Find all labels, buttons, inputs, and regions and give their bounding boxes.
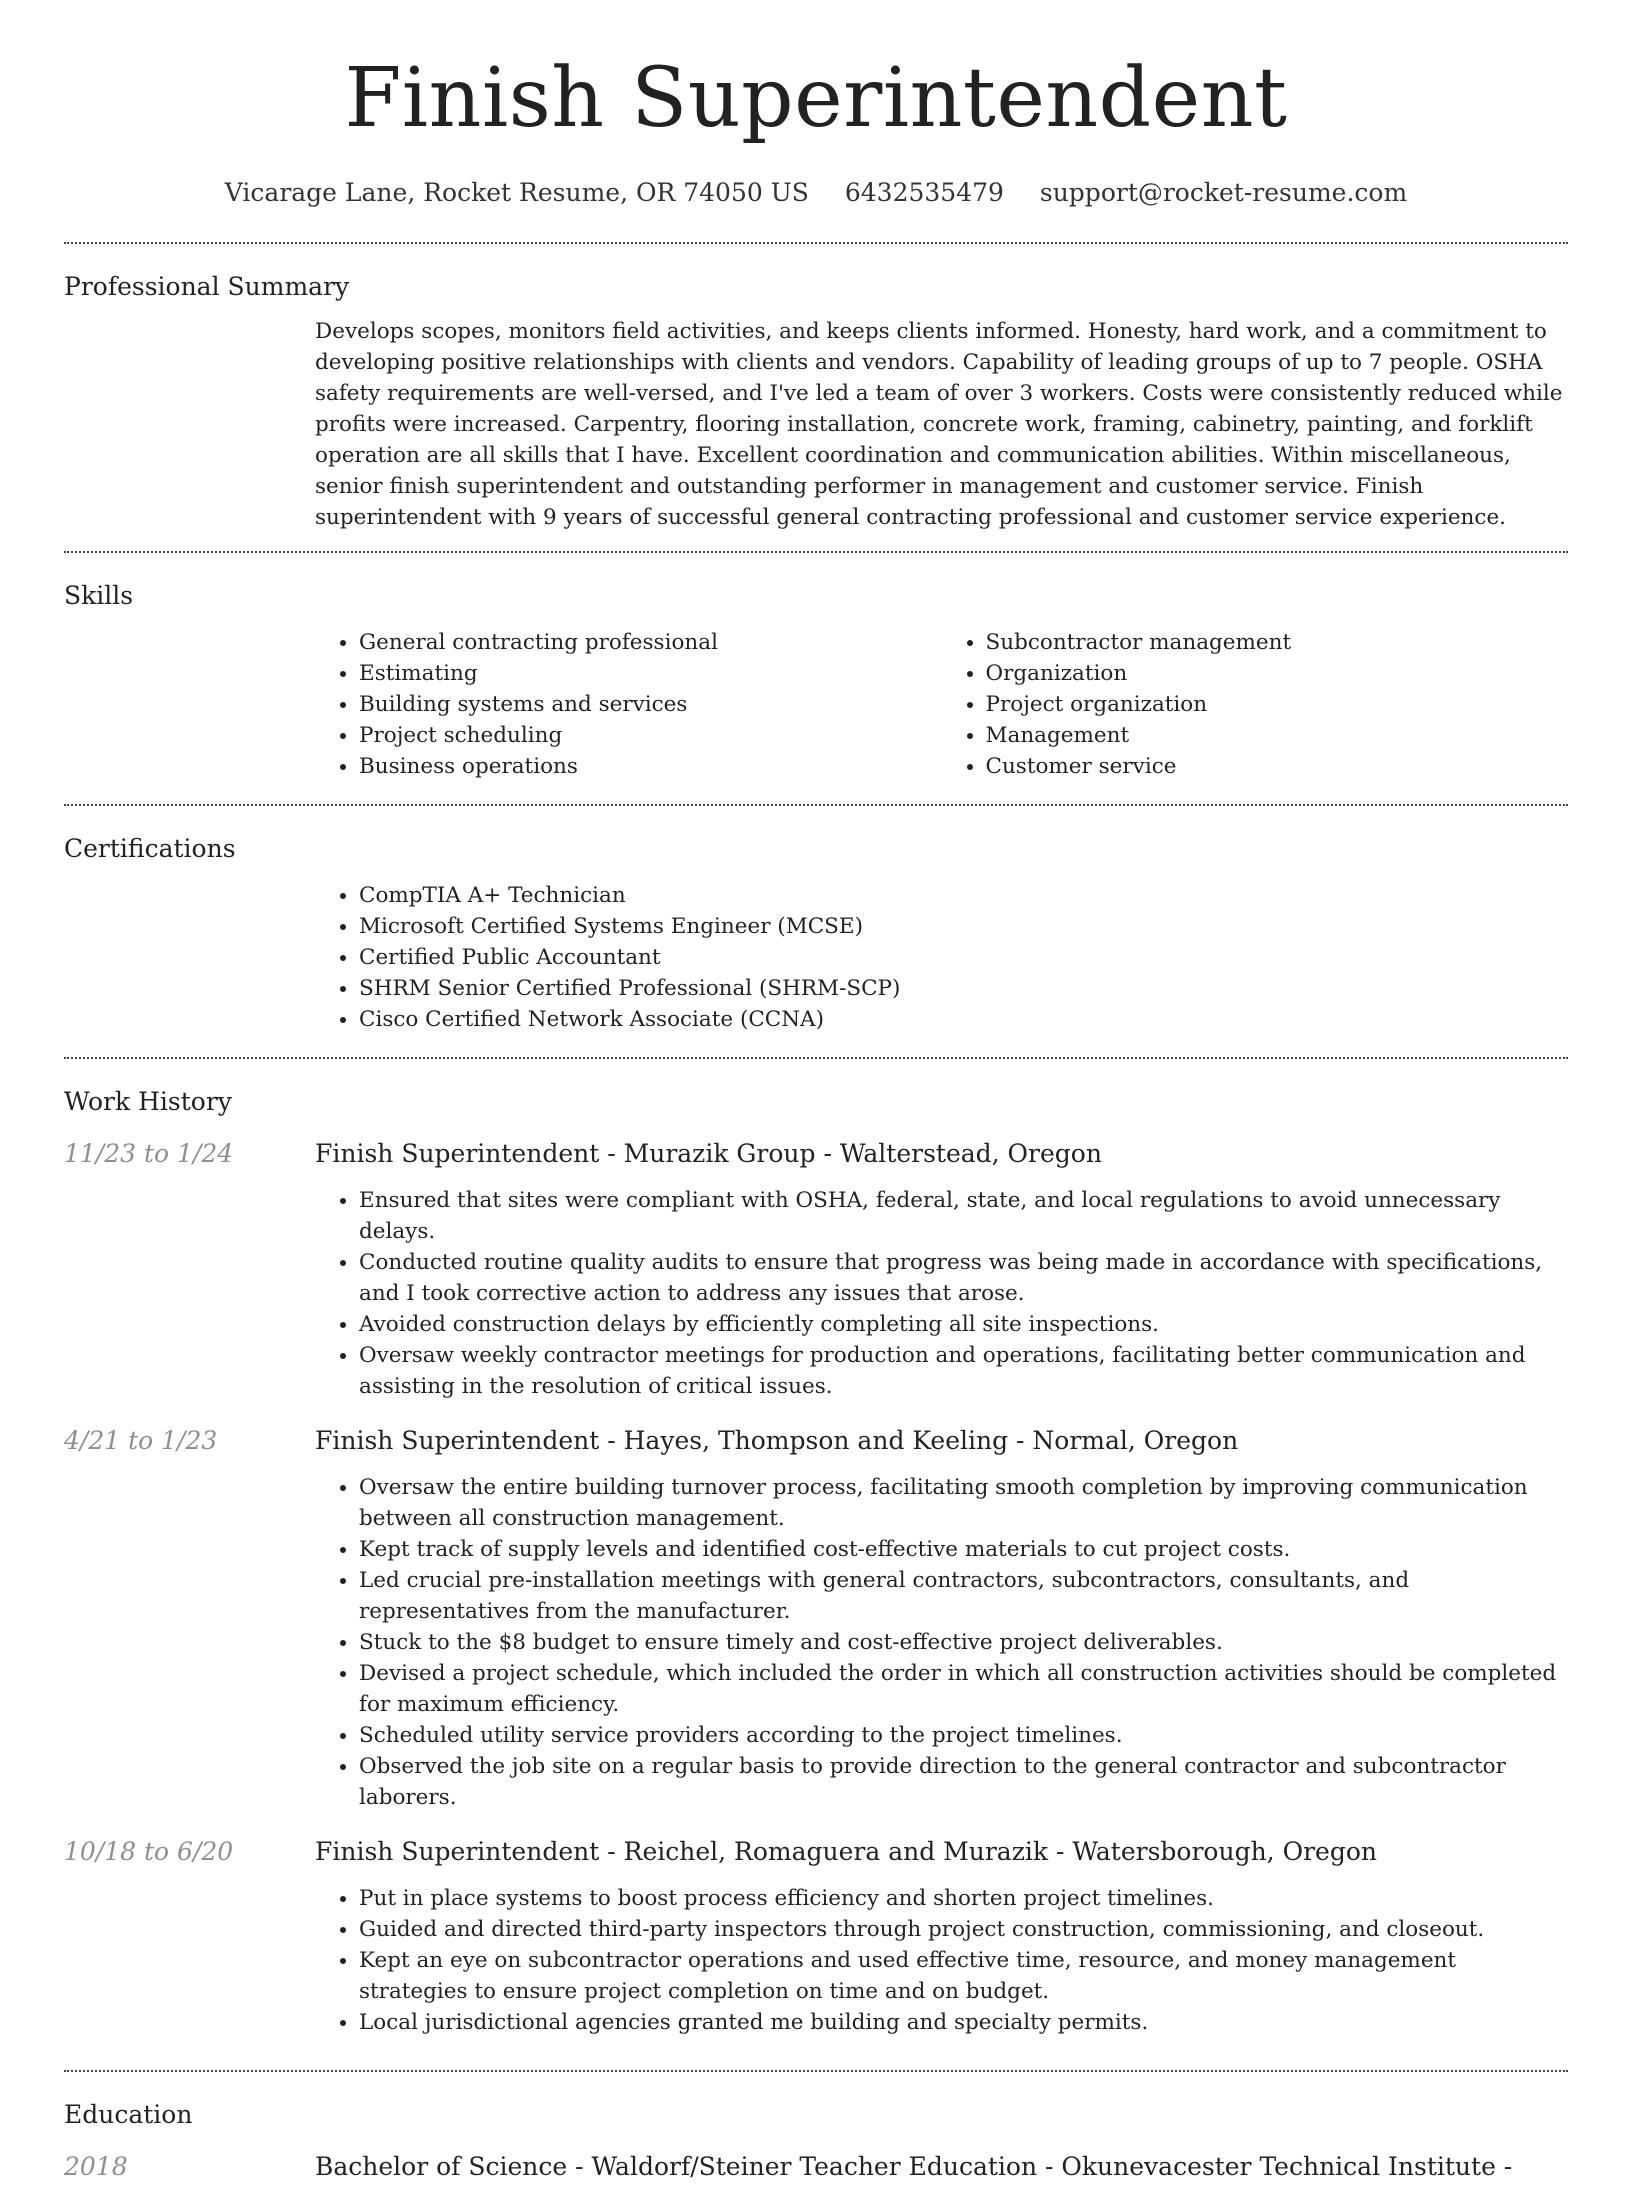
- job-bullet: • Devised a project schedule, which included the order in which all construction activities should be completed for maximum efficiency.: [359, 1658, 1568, 1720]
- job-entry: [64, 1835, 1568, 2038]
- job-entry: [64, 1137, 1568, 1402]
- certification-item: • Microsoft Certified Systems Engineer (MCSE): [359, 911, 1568, 942]
- job-header: [64, 1835, 1568, 1869]
- summary-section: [64, 244, 1568, 551]
- contact-address: Vicarage Lane, Rocket Resume, OR 74050 US: [224, 178, 809, 207]
- education-entry: [64, 2150, 1568, 2184]
- job-bullet: • Led crucial pre-installation meetings with general contractors, subcontractors, consultants, and representatives from the manufacturer.: [359, 1565, 1568, 1627]
- skill-item: • Project scheduling: [359, 720, 942, 751]
- job-bullet: • Oversaw weekly contractor meetings for production and operations, facilitating better communication and assisting in the resolution of critical issues.: [359, 1340, 1568, 1402]
- job-bullets-wrap: [315, 1185, 1568, 1402]
- certifications-list-wrap: [315, 880, 1568, 1035]
- skill-item: • General contracting professional: [359, 627, 942, 658]
- job-bullet: • Kept track of supply levels and identified cost-effective materials to cut project costs.: [359, 1534, 1568, 1565]
- job-bullet: • Local jurisdictional agencies granted me building and specialty permits.: [359, 2007, 1568, 2038]
- education-header: [64, 2150, 1568, 2184]
- skill-item: • Management: [986, 720, 1569, 751]
- job-bullet: • Guided and directed third-party inspectors through project construction, commissioning, and closeout.: [359, 1914, 1568, 1945]
- job-bullets: [315, 1185, 1568, 1402]
- job-title: Finish Superintendent - Murazik Group - Walterstead, Oregon: [315, 1139, 1102, 1168]
- job-title: Finish Superintendent - Hayes, Thompson and Keeling - Normal, Oregon: [315, 1426, 1239, 1455]
- skill-item: • Customer service: [986, 751, 1569, 782]
- education-section: [64, 2072, 1568, 2194]
- work-history-section: [64, 1059, 1568, 2070]
- education-heading: Education: [64, 2100, 193, 2129]
- job-bullet: • Put in place systems to boost process efficiency and shorten project timelines.: [359, 1883, 1568, 1914]
- certification-item: • SHRM Senior Certified Professional (SHRM-SCP): [359, 973, 1568, 1004]
- job-dates: 11/23 to 1/24: [64, 1139, 234, 1168]
- skill-item: • Estimating: [359, 658, 942, 689]
- candidate-name: Finish Superintendent: [344, 51, 1288, 146]
- skill-item: • Building systems and services: [359, 689, 942, 720]
- job-bullet: • Kept an eye on subcontractor operations and used effective time, resource, and money management strategies to ensure project completion on time and on budget.: [359, 1945, 1568, 2007]
- contact-phone: 6432535479: [844, 178, 1004, 207]
- certification-item: • Certified Public Accountant: [359, 942, 1568, 973]
- job-header: [64, 1424, 1568, 1458]
- job-bullet: • Scheduled utility service providers according to the project timelines.: [359, 1720, 1568, 1751]
- work-history-heading: Work History: [64, 1087, 232, 1116]
- certification-item: • Cisco Certified Network Associate (CCNA): [359, 1004, 1568, 1035]
- job-bullets-wrap: [315, 1883, 1568, 2038]
- skills-grid: [315, 627, 1568, 782]
- job-bullet: • Observed the job site on a regular basis to provide direction to the general contractor and subcontractor laborers.: [359, 1751, 1568, 1813]
- skills-section: [64, 553, 1568, 804]
- certifications-heading: Certifications: [64, 834, 236, 863]
- job-bullet: • Ensured that sites were compliant with OSHA, federal, state, and local regulations to avoid unnecessary delays.: [359, 1185, 1568, 1247]
- job-bullet: • Oversaw the entire building turnover process, facilitating smooth completion by improving communication between all construction management.: [359, 1472, 1568, 1534]
- job-bullet: • Conducted routine quality audits to ensure that progress was being made in accordance with specifications, and I took corrective action to address any issues that arose.: [359, 1247, 1568, 1309]
- job-dates: 4/21 to 1/23: [64, 1426, 218, 1455]
- job-bullet: • Stuck to the $8 budget to ensure timely and cost-effective project deliverables.: [359, 1627, 1568, 1658]
- certifications-list: [315, 880, 1568, 1035]
- summary-heading: Professional Summary: [64, 272, 350, 301]
- skills-heading: Skills: [64, 581, 134, 610]
- contact-email: support@rocket-resume.com: [1039, 178, 1408, 207]
- job-entry: [64, 1424, 1568, 1813]
- skills-list-left: [315, 627, 942, 782]
- certification-item: • CompTIA A+ Technician: [359, 880, 1568, 911]
- education-title: Bachelor of Science - Waldorf/Steiner Teacher Education - Okunevacester Technical Institute -: [315, 2152, 1513, 2181]
- skills-list-right: [942, 627, 1569, 782]
- job-title: Finish Superintendent - Reichel, Romaguera and Murazik - Watersborough, Oregon: [315, 1837, 1377, 1866]
- skill-item: • Organization: [986, 658, 1569, 689]
- skill-item: • Project organization: [986, 689, 1569, 720]
- job-bullets: [315, 1883, 1568, 2038]
- resume-header: [64, 0, 1568, 210]
- contact-line: [64, 176, 1568, 210]
- job-bullets-wrap: [315, 1472, 1568, 1813]
- job-header: [64, 1137, 1568, 1171]
- skill-item: • Business operations: [359, 751, 942, 782]
- job-bullets: [315, 1472, 1568, 1813]
- education-year: 2018: [64, 2152, 128, 2181]
- job-bullet: • Avoided construction delays by efficiently completing all site inspections.: [359, 1309, 1568, 1340]
- certifications-section: [64, 806, 1568, 1057]
- summary-text: Develops scopes, monitors field activities, and keeps clients informed. Honesty, hard work, and a commitment to developing positive relationships with clients and vendors. Capability of leading groups of up to 7 people. OSHA safety requirements are well-versed, and I've led a team of over 3 workers. Costs were consistently reduced while profits were increased. Carpentry, flooring installation, concrete work, framing, cabinetry, painting, and forklift operation are all skills that I have. Excellent coordination and communication abilities. Within miscellaneous, senior finish superintendent and outstanding performer in management and customer service. Finish superintendent with 9 years of successful general contracting professional and customer service experience.: [315, 319, 1563, 530]
- skill-item: • Subcontractor management: [986, 627, 1569, 658]
- job-dates: 10/18 to 6/20: [64, 1837, 234, 1866]
